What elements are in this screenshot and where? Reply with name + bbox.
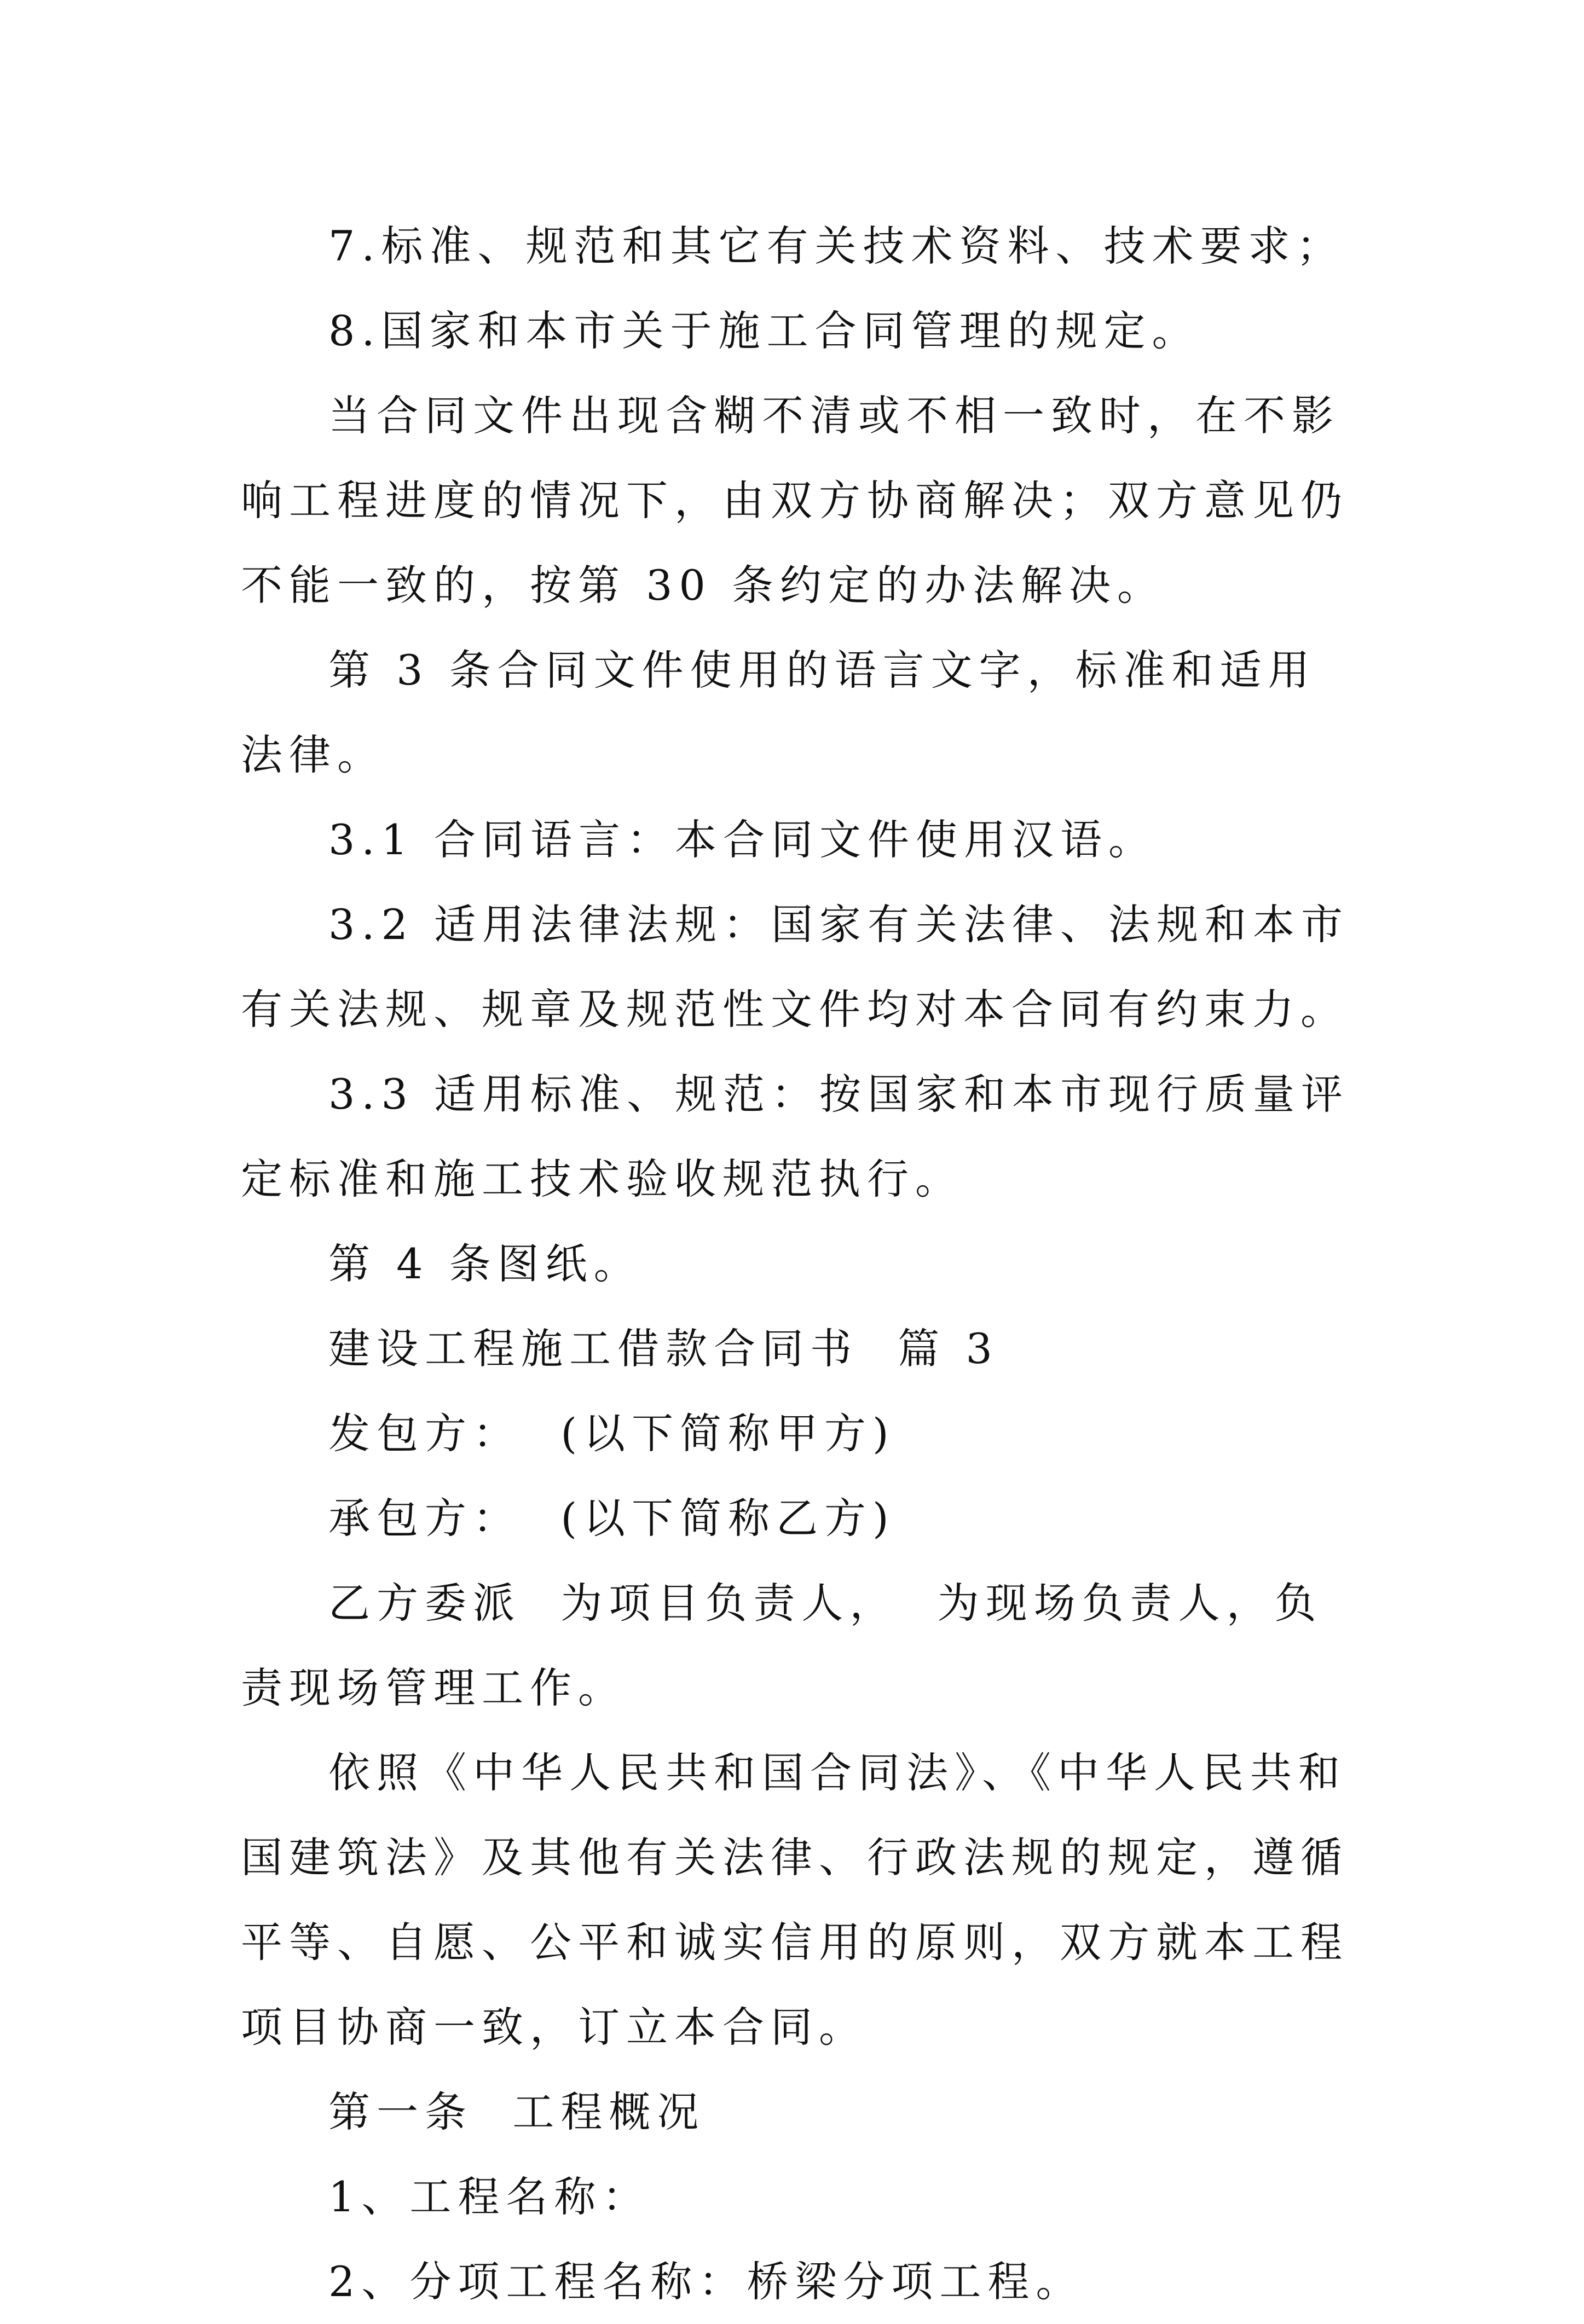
paragraph-project-manager: 乙方委派 为项目负责人， 为现场负责人，负责现场管理工作。 xyxy=(241,1579,1323,1712)
paragraph-conflict-resolution: 当合同文件出现含糊不清或不相一致时，在不影响工程进度的情况下，由双方协商解决；双方意见仍不能一致的，按第 30 条约定的办法解决。 xyxy=(241,391,1349,610)
paragraph-article-3-heading: 第 3 条合同文件使用的语言文字，标准和适用法律。 xyxy=(241,646,1316,779)
paragraph-employer: 发包方： (以下简称甲方) xyxy=(328,1409,895,1458)
paragraph-item-7: 7.标准、规范和其它有关技术资料、技术要求； xyxy=(328,222,1345,270)
section-title-contract-3: 建设工程施工借款合同书 篇 3 xyxy=(328,1324,999,1373)
paragraph-legal-basis: 依照《中华人民共和国合同法》、《中华人民共和国建筑法》及其他有关法律、行政法规的规定，遵循平等、自愿、公平和诚实信用的原则，双方就本工程项目协商一致，订立本合同。 xyxy=(241,1748,1349,2051)
paragraph-3-1: 3.1 合同语言：本合同文件使用汉语。 xyxy=(328,815,1157,864)
document-body xyxy=(241,204,1363,2324)
paragraph-3-3: 3.3 适用标准、规范：按国家和本市现行质量评定标准和施工技术验收规范执行。 xyxy=(241,1070,1350,1203)
paragraph-subproject-name: 2、分项工程名称：桥梁分项工程。 xyxy=(328,2257,1084,2306)
paragraph-contractor: 承包方： (以下简称乙方) xyxy=(328,1494,895,1543)
paragraph-3-2: 3.2 适用法律法规：国家有关法律、法规和本市有关法规、规章及规范性文件均对本合同有约束力。 xyxy=(241,900,1350,1034)
paragraph-project-name: 1、工程名称： xyxy=(328,2172,651,2221)
paragraph-article-4-heading: 第 4 条图纸。 xyxy=(328,1239,642,1288)
paragraph-article-1-heading: 第一条 工程概况 xyxy=(328,2088,706,2136)
paragraph-item-8: 8.国家和本市关于施工合同管理的规定。 xyxy=(328,306,1200,355)
